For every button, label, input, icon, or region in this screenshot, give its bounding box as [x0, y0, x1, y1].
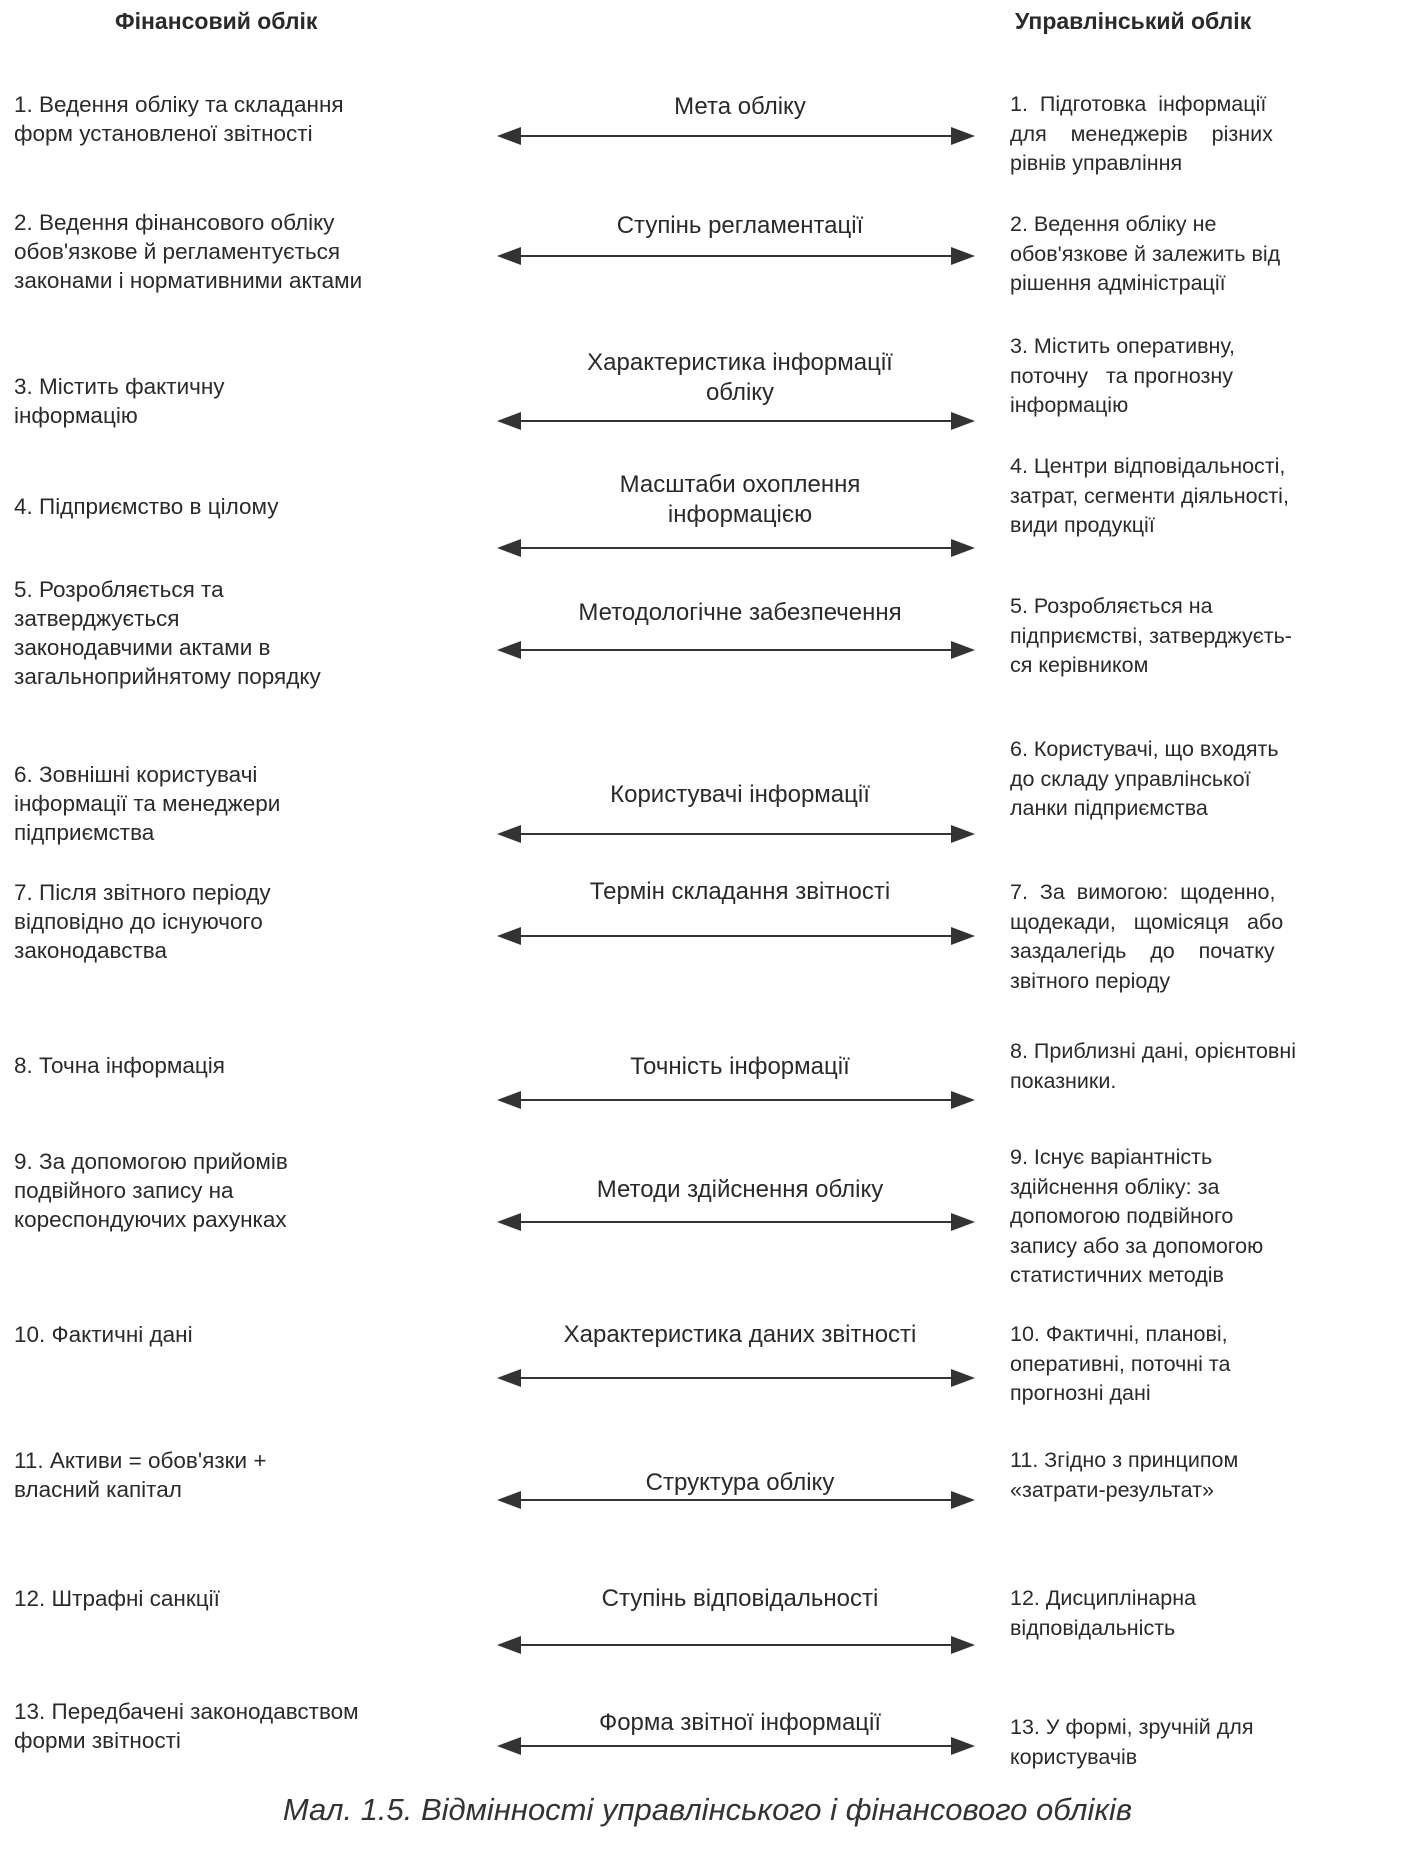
- management-item-2: [1010, 210, 1355, 299]
- text-line: 13. Передбачені законодавством: [14, 1699, 359, 1724]
- text-line: 8. Приблизні дані, орієнтовні: [1010, 1039, 1296, 1063]
- financial-item-7: [14, 878, 434, 965]
- double-arrow-icon: [497, 409, 975, 433]
- text-line: види продукції: [1010, 513, 1155, 537]
- text-line: підприємстві, затверджуєть-: [1010, 623, 1292, 648]
- text-line: допомогою подвійного: [1010, 1204, 1234, 1228]
- text-line: 10. Фактичні, планові,: [1010, 1322, 1228, 1346]
- criterion-label-8: [500, 1052, 980, 1082]
- text-line: 3. Містить оперативну,: [1010, 334, 1235, 358]
- financial-item-8: [14, 1051, 434, 1080]
- management-item-1: [1010, 90, 1355, 179]
- management-item-5: [1010, 592, 1355, 681]
- text-line: 7. За вимогою: щоденно,: [1010, 880, 1276, 904]
- criterion-label-4: [500, 470, 980, 530]
- management-item-4: [1010, 452, 1355, 541]
- text-line: 1. Підготовка інформації: [1010, 92, 1267, 116]
- text-line: звітного періоду: [1010, 968, 1171, 993]
- double-arrow-icon: [497, 1366, 975, 1390]
- text-line: Ступінь регламентації: [616, 212, 864, 239]
- text-line: відповідальність: [1010, 1615, 1176, 1640]
- text-line: подвійного запису на: [14, 1178, 234, 1203]
- header-financial-accounting: Фінансовий облік: [115, 8, 318, 34]
- text-line: 7. Після звітного періоду: [14, 880, 271, 905]
- text-line: ся керівником: [1010, 653, 1149, 677]
- text-line: обов'язкове й залежить від: [1010, 241, 1281, 266]
- text-line: 11. Згідно з принципом: [1010, 1448, 1239, 1472]
- financial-item-5: [14, 575, 434, 691]
- text-line: 6. Користувачі, що входять: [1010, 737, 1279, 761]
- text-line: інформацію: [1010, 393, 1129, 417]
- text-line: інформацію: [14, 403, 138, 428]
- header-management-accounting: Управлінський облік: [1015, 8, 1252, 34]
- double-arrow-icon: [497, 244, 975, 268]
- text-line: Характеристика даних звітності: [563, 1321, 917, 1348]
- text-line: 12. Штрафні санкції: [14, 1586, 220, 1611]
- criterion-label-12: [500, 1584, 980, 1614]
- text-line: 5. Розробляється на: [1010, 594, 1213, 618]
- text-line: заздалегідь до початку: [1010, 939, 1275, 963]
- text-line: 12. Дисциплінарна: [1010, 1586, 1197, 1610]
- financial-item-13: [14, 1697, 434, 1755]
- text-line: показники.: [1010, 1068, 1117, 1093]
- financial-item-11: [14, 1446, 434, 1504]
- text-line: Термін складання звітності: [589, 878, 891, 905]
- text-line: кореспондуючих рахунках: [14, 1207, 287, 1232]
- text-line: 8. Точна інформація: [14, 1053, 225, 1078]
- double-arrow-icon: [497, 822, 975, 846]
- financial-item-12: [14, 1584, 434, 1613]
- double-arrow-icon: [497, 638, 975, 662]
- text-line: підприємства: [14, 820, 155, 845]
- text-line: законодавчими актами в: [14, 635, 271, 660]
- text-line: рівнів управління: [1010, 151, 1183, 175]
- text-line: загальноприйнятому порядку: [14, 664, 321, 689]
- text-line: Методологічне забезпечення: [578, 599, 902, 626]
- text-line: до складу управлінської: [1010, 766, 1251, 791]
- management-item-6: [1010, 735, 1355, 824]
- text-line: Методи здійснення обліку: [596, 1176, 884, 1203]
- financial-item-4: [14, 492, 434, 521]
- financial-item-3: [14, 372, 434, 430]
- text-line: 2. Ведення обліку не: [1010, 212, 1217, 236]
- double-arrow-icon: [497, 1088, 975, 1112]
- management-item-11: [1010, 1446, 1355, 1505]
- text-line: 1. Ведення обліку та складання: [14, 92, 344, 117]
- double-arrow-icon: [497, 1210, 975, 1234]
- text-line: 9. За допомогою прийомів: [14, 1149, 288, 1174]
- text-line: інформацією: [667, 501, 813, 528]
- management-item-9: [1010, 1143, 1355, 1291]
- text-line: статистичних методів: [1010, 1263, 1224, 1287]
- text-line: 10. Фактичні дані: [14, 1322, 193, 1347]
- text-line: 13. У формі, зручній для: [1010, 1715, 1254, 1739]
- management-item-3: [1010, 332, 1355, 421]
- management-item-8: [1010, 1037, 1355, 1096]
- double-arrow-icon: [497, 1633, 975, 1657]
- management-item-10: [1010, 1320, 1355, 1409]
- text-line: Ступінь відповідальності: [601, 1585, 879, 1612]
- text-line: ланки підприємства: [1010, 796, 1208, 820]
- criterion-label-6: [500, 780, 980, 810]
- text-line: інформації та менеджери: [14, 791, 281, 816]
- text-line: відповідно до існуючого: [14, 909, 263, 934]
- figure-caption: Мал. 1.5. Відмінності управлінського і фінансового обліків: [282, 1792, 1133, 1827]
- text-line: 3. Містить фактичну: [14, 374, 225, 399]
- management-item-13: [1010, 1713, 1355, 1772]
- double-arrow-icon: [497, 924, 975, 948]
- criterion-label-7: [500, 877, 980, 907]
- text-line: прогнозні дані: [1010, 1381, 1151, 1405]
- text-line: затрат, сегменти діяльності,: [1010, 483, 1289, 508]
- text-line: рішення адміністрації: [1010, 271, 1226, 295]
- criterion-label-3: [500, 348, 980, 408]
- double-arrow-icon: [497, 536, 975, 560]
- text-line: Користувачі інформації: [610, 781, 870, 808]
- criterion-label-1: [500, 92, 980, 122]
- text-line: 4. Центри відповідальності,: [1010, 454, 1286, 478]
- management-item-12: [1010, 1584, 1355, 1643]
- text-line: затверджується: [14, 606, 180, 631]
- text-line: Точність інформації: [630, 1053, 850, 1080]
- text-line: щодекади, щомісяця або: [1010, 909, 1284, 934]
- text-line: законами і нормативними актами: [14, 268, 363, 293]
- financial-item-9: [14, 1147, 434, 1234]
- financial-item-6: [14, 760, 434, 847]
- text-line: законодавства: [14, 938, 167, 963]
- text-line: оперативні, поточні та: [1010, 1351, 1231, 1376]
- financial-item-1: [14, 90, 434, 148]
- text-line: Структура обліку: [645, 1469, 835, 1496]
- text-line: 5. Розробляється та: [14, 577, 224, 602]
- financial-item-10: [14, 1320, 434, 1349]
- financial-item-2: [14, 208, 434, 295]
- text-line: користувачів: [1010, 1744, 1138, 1769]
- text-line: 9. Існує варіантність: [1010, 1145, 1213, 1169]
- text-line: форм установленої звітності: [14, 121, 313, 146]
- text-line: здійснення обліку: за: [1010, 1174, 1220, 1199]
- text-line: Мета обліку: [674, 93, 806, 120]
- text-line: поточну та прогнозну: [1010, 363, 1233, 388]
- text-line: 6. Зовнішні користувачі: [14, 762, 258, 787]
- criterion-label-5: [500, 598, 980, 628]
- text-line: для менеджерів різних: [1010, 121, 1273, 146]
- criterion-label-10: [500, 1320, 980, 1350]
- text-line: Характеристика інформації: [587, 349, 893, 376]
- text-line: Форма звітної інформації: [598, 1709, 882, 1736]
- text-line: форми звітності: [14, 1728, 181, 1753]
- double-arrow-icon: [497, 1734, 975, 1758]
- text-line: власний капітал: [14, 1477, 182, 1502]
- management-item-7: [1010, 878, 1355, 996]
- text-line: запису або за допомогою: [1010, 1233, 1264, 1258]
- criterion-label-9: [500, 1175, 980, 1205]
- text-line: 11. Активи = обов'язки +: [14, 1448, 267, 1473]
- text-line: обов'язкове й регламентується: [14, 239, 341, 264]
- text-line: обліку: [705, 379, 775, 406]
- text-line: «затрати-результат»: [1010, 1477, 1214, 1502]
- text-line: Масштаби охоплення: [619, 471, 861, 498]
- double-arrow-icon: [497, 124, 975, 148]
- double-arrow-icon: [497, 1488, 975, 1512]
- text-line: 2. Ведення фінансового обліку: [14, 210, 335, 235]
- criterion-label-2: [500, 211, 980, 241]
- text-line: 4. Підприємство в цілому: [14, 494, 279, 519]
